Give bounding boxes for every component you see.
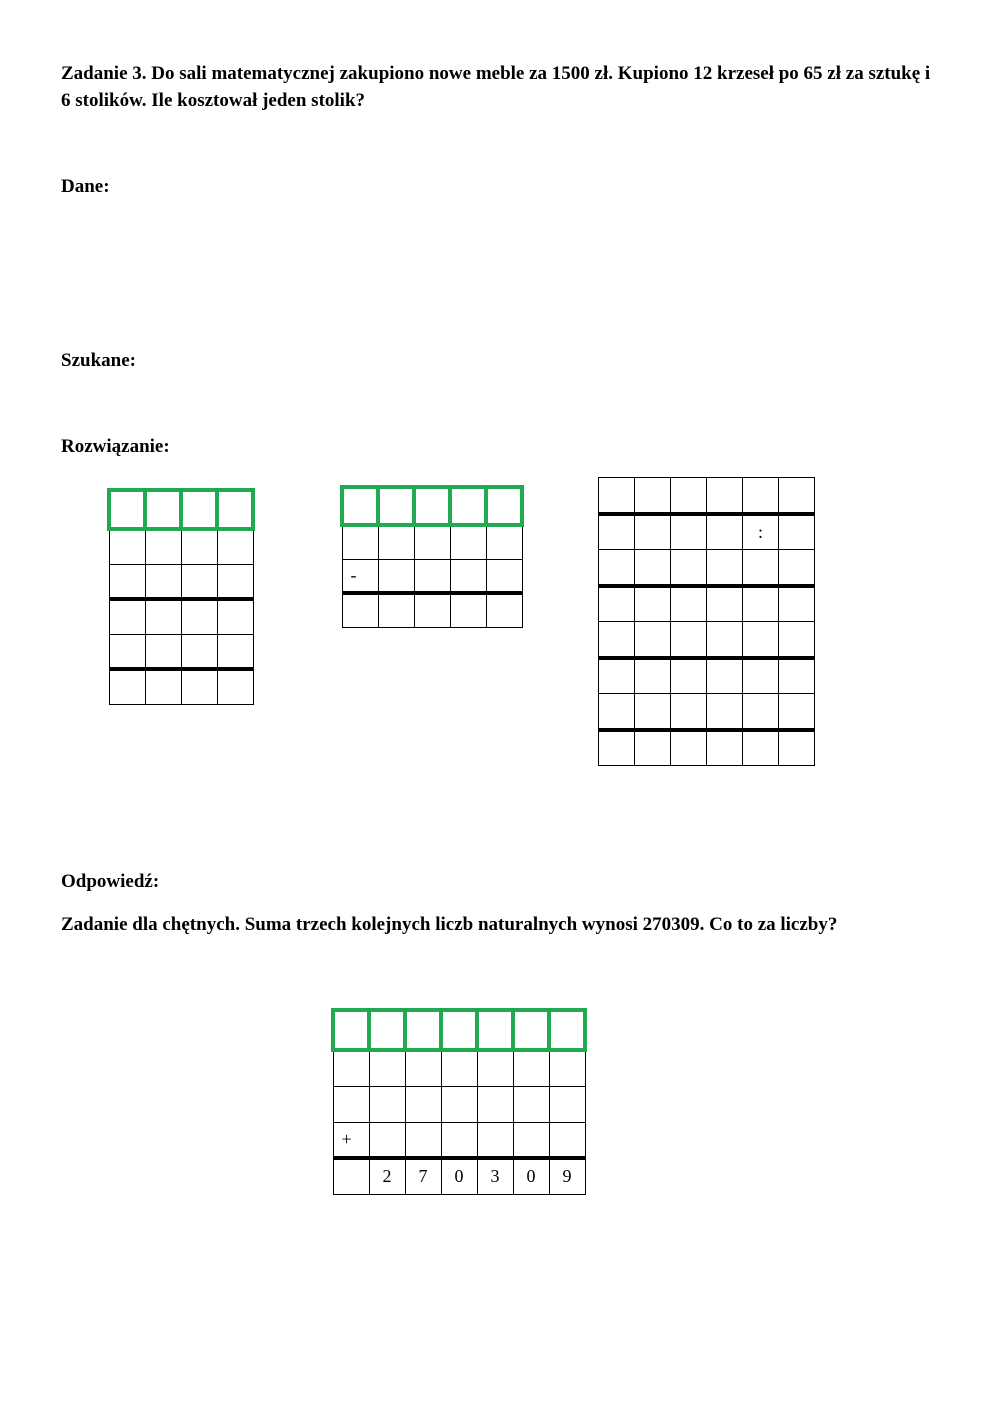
grid-cell[interactable] <box>599 550 635 586</box>
grid-cell[interactable] <box>441 1086 477 1122</box>
given-label: Dane: <box>61 176 110 197</box>
result-digit: 9 <box>549 1158 585 1194</box>
grid-row <box>109 490 253 529</box>
grid-row <box>599 730 815 766</box>
grid-cell[interactable] <box>145 490 181 529</box>
grid-cell[interactable] <box>635 658 671 694</box>
grid-row <box>109 529 253 564</box>
grid-cell[interactable] <box>513 1086 549 1122</box>
grid-cell[interactable] <box>145 529 181 564</box>
grid-row <box>599 694 815 730</box>
grid-cell[interactable] <box>369 1086 405 1122</box>
grid-cell[interactable] <box>635 730 671 766</box>
grid-cell[interactable] <box>707 658 743 694</box>
grid-cell[interactable] <box>414 559 450 593</box>
task-3-text: Zadanie 3. Do sali matematycznej zakupiono nowe meble za 1500 zł. Kupiono 12 krzeseł po 65 zł za sztukę i 6 stolików. Ile kosztował jeden stolik? <box>61 63 931 111</box>
grid-cell[interactable] <box>707 478 743 514</box>
grid-cell[interactable] <box>145 564 181 599</box>
grid-cell[interactable] <box>549 1050 585 1086</box>
grid-row <box>109 669 253 704</box>
grid-cell[interactable] <box>342 525 378 559</box>
subtraction-grid <box>340 485 524 628</box>
grid-cell[interactable] <box>513 1010 549 1050</box>
grid-row <box>342 559 522 593</box>
grid-cell[interactable] <box>743 550 779 586</box>
grid-cell[interactable] <box>109 529 145 564</box>
grid-cell[interactable] <box>671 730 707 766</box>
grid-cell[interactable] <box>671 478 707 514</box>
result-digit: 2 <box>369 1158 405 1194</box>
addition-grid <box>331 1008 587 1195</box>
grid-row <box>333 1010 585 1050</box>
grid-cell[interactable] <box>342 593 378 627</box>
grid-cell[interactable] <box>599 694 635 730</box>
grid-cell[interactable] <box>599 514 635 550</box>
grid-row <box>109 634 253 669</box>
grid-cell[interactable] <box>707 514 743 550</box>
grid-cell[interactable] <box>779 694 815 730</box>
grid-cell[interactable] <box>441 1010 477 1050</box>
grid-cell[interactable] <box>145 599 181 634</box>
grid-row <box>599 514 815 550</box>
grid-cell[interactable] <box>671 586 707 622</box>
grid-row <box>342 525 522 559</box>
grid-cell[interactable] <box>441 1050 477 1086</box>
grid-cell[interactable] <box>743 694 779 730</box>
grid-cell[interactable] <box>599 730 635 766</box>
grid-cell[interactable] <box>369 1122 405 1158</box>
grid-cell[interactable] <box>707 622 743 658</box>
grid-cell[interactable] <box>477 1050 513 1086</box>
grid-cell[interactable] <box>486 593 522 627</box>
result-digit: 7 <box>405 1158 441 1194</box>
grid-cell[interactable] <box>486 487 522 525</box>
result-digit: 0 <box>513 1158 549 1194</box>
grid-cell[interactable] <box>217 634 253 669</box>
minus-sign: - <box>342 559 378 593</box>
grid-cell[interactable] <box>779 550 815 586</box>
grid-cell[interactable] <box>414 525 450 559</box>
grid-cell[interactable] <box>342 487 378 525</box>
grid-cell[interactable] <box>743 622 779 658</box>
grid-cell[interactable] <box>599 478 635 514</box>
solution-label: Rozwiązanie: <box>61 436 170 457</box>
grid-cell[interactable] <box>414 593 450 627</box>
grid-cell[interactable] <box>414 487 450 525</box>
grid-cell[interactable] <box>477 1086 513 1122</box>
grid-cell[interactable] <box>333 1050 369 1086</box>
grid-cell[interactable] <box>181 599 217 634</box>
division-grid <box>598 477 815 766</box>
grid-cell[interactable] <box>743 730 779 766</box>
grid-cell[interactable] <box>378 593 414 627</box>
grid-cell[interactable] <box>109 564 145 599</box>
grid-cell[interactable] <box>549 1122 585 1158</box>
grid-cell[interactable] <box>743 478 779 514</box>
extra-task-text: Zadanie dla chętnych. Suma trzech kolejnych liczb naturalnych wynosi 270309. Co to za liczby? <box>61 914 838 935</box>
grid-cell[interactable] <box>145 634 181 669</box>
grid-row <box>599 622 815 658</box>
grid-cell[interactable] <box>671 514 707 550</box>
grid-row <box>599 658 815 694</box>
grid-cell[interactable] <box>513 1122 549 1158</box>
grid-cell[interactable] <box>486 525 522 559</box>
grid-cell[interactable] <box>109 490 145 529</box>
multiplication-grid <box>107 488 255 705</box>
grid-cell[interactable] <box>369 1010 405 1050</box>
grid-cell[interactable] <box>369 1050 405 1086</box>
result-row <box>333 1158 585 1194</box>
grid-cell[interactable] <box>549 1010 585 1050</box>
grid-cell[interactable] <box>779 622 815 658</box>
grid-cell[interactable] <box>450 487 486 525</box>
grid-cell[interactable] <box>779 478 815 514</box>
grid-cell[interactable] <box>599 658 635 694</box>
sought-label: Szukane: <box>61 350 136 371</box>
grid-row <box>599 478 815 514</box>
grid-row <box>599 586 815 622</box>
grid-cell[interactable] <box>405 1050 441 1086</box>
result-digit: 3 <box>477 1158 513 1194</box>
grid-cell[interactable] <box>378 525 414 559</box>
grid-cell[interactable] <box>217 564 253 599</box>
grid-cell[interactable] <box>181 564 217 599</box>
grid-cell[interactable] <box>217 490 253 529</box>
grid-row <box>599 550 815 586</box>
grid-cell[interactable] <box>405 1086 441 1122</box>
grid-cell[interactable] <box>779 730 815 766</box>
grid-cell[interactable] <box>635 622 671 658</box>
grid-cell[interactable] <box>181 490 217 529</box>
grid-cell[interactable] <box>707 586 743 622</box>
result-digit <box>333 1158 369 1194</box>
grid-cell[interactable] <box>707 730 743 766</box>
plus-sign: + <box>333 1122 369 1158</box>
grid-cell[interactable] <box>779 514 815 550</box>
grid-cell[interactable] <box>671 658 707 694</box>
grid-cell[interactable] <box>441 1122 477 1158</box>
grid-cell[interactable] <box>109 634 145 669</box>
grid-cell[interactable] <box>333 1010 369 1050</box>
result-digit: 0 <box>441 1158 477 1194</box>
grid-cell[interactable] <box>635 586 671 622</box>
grid-cell[interactable] <box>217 529 253 564</box>
grid-cell[interactable] <box>779 586 815 622</box>
grid-cell[interactable] <box>181 529 217 564</box>
grid-cell[interactable] <box>181 634 217 669</box>
grid-cell[interactable] <box>378 487 414 525</box>
grid-cell[interactable] <box>109 669 145 704</box>
grid-row <box>109 564 253 599</box>
grid-cell[interactable] <box>145 669 181 704</box>
grid-cell[interactable] <box>635 550 671 586</box>
grid-cell[interactable] <box>181 669 217 704</box>
grid-row <box>342 487 522 525</box>
grid-row <box>333 1086 585 1122</box>
grid-cell[interactable] <box>743 586 779 622</box>
grid-cell[interactable] <box>450 559 486 593</box>
grid-cell[interactable] <box>378 559 414 593</box>
grid-row <box>342 593 522 627</box>
grid-cell[interactable] <box>779 658 815 694</box>
grid-cell[interactable] <box>513 1050 549 1086</box>
grid-cell[interactable] <box>635 694 671 730</box>
division-sign: : <box>743 514 779 550</box>
grid-cell[interactable] <box>217 669 253 704</box>
grid-cell[interactable] <box>109 599 145 634</box>
grid-cell[interactable] <box>707 694 743 730</box>
grid-cell[interactable] <box>671 550 707 586</box>
grid-cell[interactable] <box>450 525 486 559</box>
grid-row <box>333 1050 585 1086</box>
grid-cell[interactable] <box>405 1122 441 1158</box>
answer-label: Odpowiedź: <box>61 871 160 892</box>
grid-row <box>109 599 253 634</box>
grid-cell[interactable] <box>743 658 779 694</box>
grid-cell[interactable] <box>477 1122 513 1158</box>
grid-cell[interactable] <box>477 1010 513 1050</box>
grid-cell[interactable] <box>405 1010 441 1050</box>
grid-cell[interactable] <box>450 593 486 627</box>
grid-cell[interactable] <box>599 586 635 622</box>
grid-cell[interactable] <box>671 622 707 658</box>
grid-cell[interactable] <box>486 559 522 593</box>
grid-row <box>333 1122 585 1158</box>
grid-cell[interactable] <box>217 599 253 634</box>
grid-cell[interactable] <box>671 694 707 730</box>
grid-cell[interactable] <box>599 622 635 658</box>
grid-cell[interactable] <box>333 1086 369 1122</box>
grid-cell[interactable] <box>707 550 743 586</box>
grid-cell[interactable] <box>635 478 671 514</box>
grid-cell[interactable] <box>549 1086 585 1122</box>
grid-cell[interactable] <box>635 514 671 550</box>
